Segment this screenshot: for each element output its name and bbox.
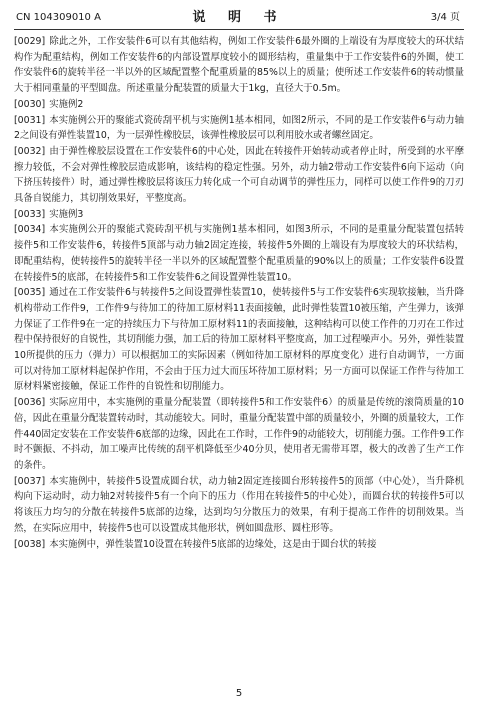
paragraph-text: 本实施例中，转接件5设置成圆台状，动力轴2固定连接圆台形转接件5的顶部（中心处），当升降机构向下运动时，动力轴2对转接件5有一个向下的压力（作用在转接件5的中心处），而圆台状的转接件5可以将该压力均匀的分散在转接件5底部的边缘，达到均匀分散压力的效果，有利于提高工作件的切削效果。当然，在实际应用中，转接件5也可以设置成其他形状，例如圆盘形、圆柱形等。 xyxy=(14,475,464,534)
page-indicator: 3/4 页 xyxy=(430,12,460,23)
paragraph-0034 xyxy=(14,222,464,285)
document-title: 说 明 书 xyxy=(192,10,286,25)
paragraph-0031 xyxy=(14,113,464,144)
paragraph-0035 xyxy=(14,285,464,395)
paragraph-text: 实施例3 xyxy=(49,208,84,220)
paragraph-number: [0037] xyxy=(14,475,46,487)
paragraph-text: 除此之外，工作安装件6可以有其他结构，例如工作安装件6最外圈的上端设有为厚度较大的环状结构作为配重结构，例如工作安装件6的内部设置厚度较小的圆形结构，重量集中于工作安装件6的外圈，使工作安装件6的旋转半径一半以外的区域配置整个配重质量的85%以上的质量；使所述工作安装件6的转动惯量大于相同重量的平型圆盘。所述重量分配装置的质量大于1kg，直径大于0.5m。 xyxy=(14,36,464,95)
paragraph-0038 xyxy=(14,537,464,553)
paragraph-number: [0029] xyxy=(14,36,46,47)
paragraph-0030 xyxy=(14,97,464,113)
paragraph-text: 由于弹性橡胶层设置在工作安装件6的中心处，因此在转接件开始转动或者停止时，所受到的水平摩擦力较低，不会对弹性橡胶层造成影响，该结构的稳定性强。另外，动力轴2带动工作安装件6向下运动（向下挤压转接件）时，通过弹性橡胶层将该压力转化成一个可自动调节的弹性压力，同样可以使工作件9的刀刃具备自锐能力，其切削效果好，平整度高。 xyxy=(14,145,464,205)
page-number: 5 xyxy=(235,688,243,699)
paragraph-number: [0031] xyxy=(14,114,46,126)
page-header xyxy=(14,7,464,30)
paragraph-0036 xyxy=(14,395,464,474)
paragraph-number: [0033] xyxy=(14,208,46,220)
paragraph-number: [0034] xyxy=(14,224,46,236)
paragraph-text: 本实施例公开的聚能式瓷砖刮平机与实施例1基本相同，如图2所示，不同的是工作安装件6与动力轴2之间设有弹性装置10，为一层弹性橡胶层，该弹性橡胶层可以利用胶水或者螺丝固定。 xyxy=(14,114,464,142)
paragraph-number: [0032] xyxy=(14,145,46,157)
paragraph-number: [0038] xyxy=(14,538,46,550)
document-body xyxy=(14,34,464,682)
paragraph-0037 xyxy=(14,474,464,537)
paragraph-text: 本实施例公开的聚能式瓷砖刮平机与实施例1基本相同，如图3所示，不同的是重量分配装置包括转接件5和工作安装件6，转接件5顶部与动力轴2固定连接，转接件5外圈的上端设有为厚度较大的环状结构，即配重结构，使转接件5的旋转半径一半以外的区域配置整个配重质量的90%以上的质量；工作安装件6设置在转接件5的底部，在转接件5和工作安装件6之间设置弹性装置10。 xyxy=(14,224,464,283)
paragraph-text: 本实施例中，弹性装置10设置在转接件5底部的边缘处，这是由于圆台状的转接 xyxy=(49,538,377,550)
paragraph-number: [0036] xyxy=(14,397,46,409)
paragraph-text: 实际应用中，本实施例的重量分配装置（即转接件5和工作安装件6）的质量是传统的滚筒质量的10倍，因此在重量分配装置转动时，其动能较大。同时，重量分配装置中部的质量较小，外圈的质量较大，工作件440固定安装在工作安装件6底部的边缘，因此在工作时，工作件9的动能较大，切削能力强。工作件9工作时不颤振、不抖动，加工噪声比传统的刮平机降低至少40分贝，使用者无需带耳罩，极大的改善了生产工作的条件。 xyxy=(14,397,464,471)
paragraph-text: 通过在工作安装件6与转接件5之间设置弹性装置10，使转接件5与工作安装件6实现软接触，当升降机构带动工作件9，工作件9与待加工的待加工原材料11表面接触，此时弹性装置10被压缩，产生弹力，该弹力保证了工作件9在一定的持续压力下与待加工原材料11的表面接触，这种结构可以使工作件的刀刃在工作过程中保持很好的自锐性，其切削能力强，加工后的待加工原材料平整度高，加工过程噪声小。另外，弹性装置10所提供的压力（弹力）可以根据加工的实际因素（例如待加工原材料的厚度变化）进行自动调节，一方面可以对待加工原材料起保护作用，不会由于压力过大而压坏待加工原材料；另一方面可以保证工作件与待加工原材料紧密接触，保证工作件的自锐性和切削能力。 xyxy=(14,287,464,393)
page-footer xyxy=(0,688,478,699)
paragraph-0033 xyxy=(14,207,464,223)
paragraph-number: [0035] xyxy=(14,287,46,299)
paragraph-text: 实施例2 xyxy=(49,98,84,110)
patent-number: CN 104309010 A xyxy=(16,12,101,23)
paragraph-0032 xyxy=(14,144,464,207)
paragraph-0029 xyxy=(14,34,464,97)
paragraph-number: [0030] xyxy=(14,98,46,110)
